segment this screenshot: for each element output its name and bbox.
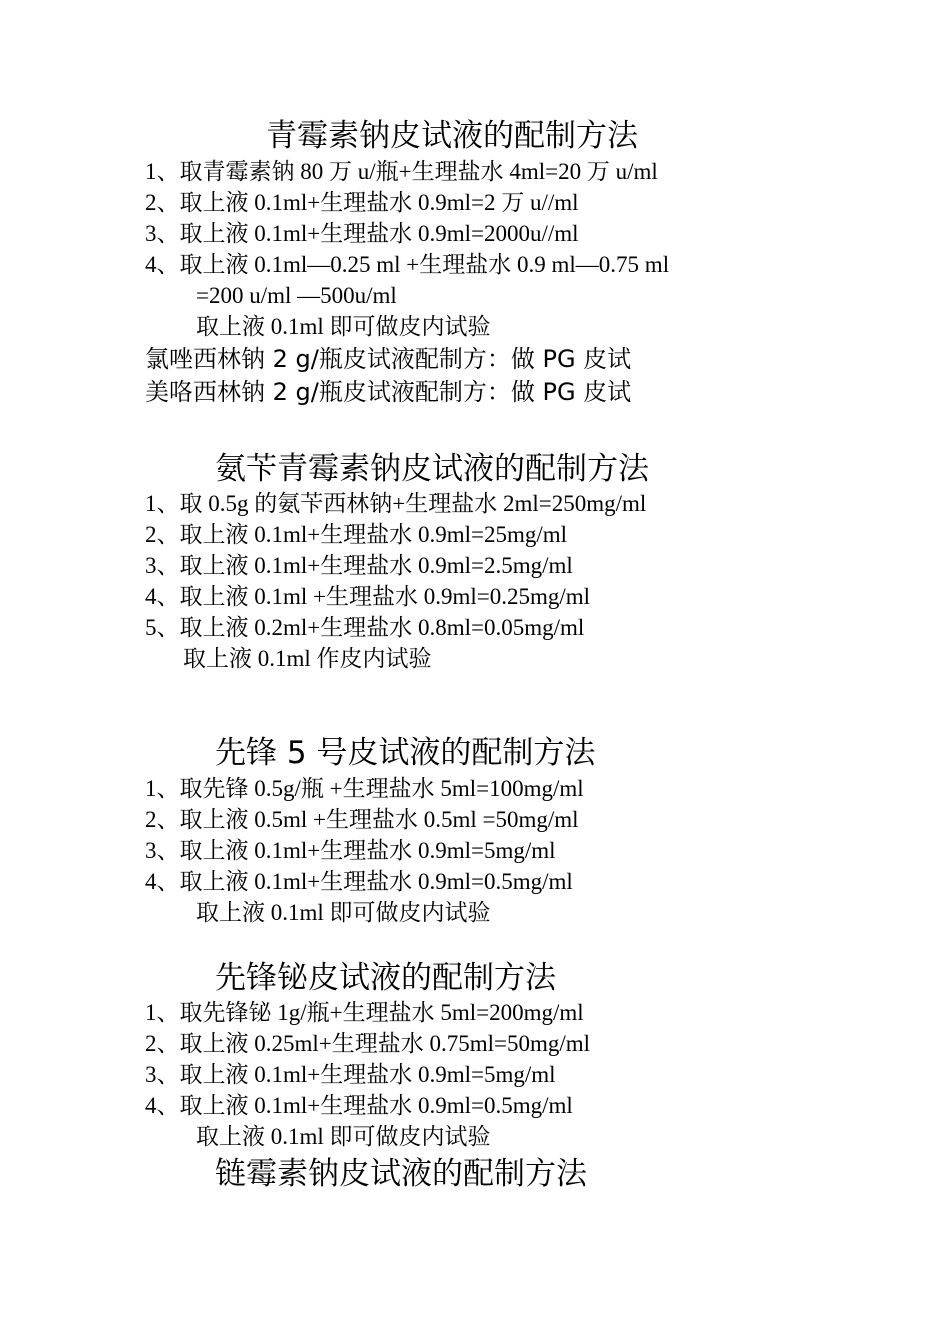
step-line: 2、取上液 0.1ml+生理盐水 0.9ml=25mg/ml (145, 522, 568, 547)
section-title: 先锋铋皮试液的配制方法 (215, 960, 556, 996)
note-line: 氯唑西林钠 2 g/瓶皮试液配制方：做 PG 皮试 (145, 345, 632, 373)
step-line: 1、取青霉素钠 80 万 u/瓶+生理盐水 4ml=20 万 u/ml (145, 159, 658, 184)
step-line: 1、取先锋铋 1g/瓶+生理盐水 5ml=200mg/ml (145, 1000, 584, 1025)
note-line: 美咯西林钠 2 g/瓶皮试液配制方：做 PG 皮试 (145, 378, 632, 406)
step-line: 3、取上液 0.1ml+生理盐水 0.9ml=5mg/ml (145, 1062, 556, 1087)
test-instruction: 取上液 0.1ml 即可做皮内试验 (196, 314, 491, 339)
section-title: 氨苄青霉素钠皮试液的配制方法 (215, 451, 649, 487)
step-line: 2、取上液 0.1ml+生理盐水 0.9ml=2 万 u//ml (145, 190, 579, 215)
section-title: 先锋 5 号皮试液的配制方法 (215, 735, 596, 771)
step-line: 5、取上液 0.2ml+生理盐水 0.8ml=0.05mg/ml (145, 615, 585, 640)
step-line: 2、取上液 0.5ml +生理盐水 0.5ml =50mg/ml (145, 807, 579, 832)
step-line: 4、取上液 0.1ml+生理盐水 0.9ml=0.5mg/ml (145, 1093, 573, 1118)
step-line: 3、取上液 0.1ml+生理盐水 0.9ml=5mg/ml (145, 838, 556, 863)
section-title: 青霉素钠皮试液的配制方法 (266, 118, 638, 154)
test-instruction: 取上液 0.1ml 即可做皮内试验 (196, 1124, 491, 1149)
step-line: 3、取上液 0.1ml+生理盐水 0.9ml=2.5mg/ml (145, 553, 573, 578)
test-instruction: 取上液 0.1ml 作皮内试验 (183, 646, 432, 671)
test-instruction: 取上液 0.1ml 即可做皮内试验 (196, 900, 491, 925)
step-line-continuation: =200 u/ml —500u/ml (196, 283, 397, 308)
step-line: 1、取 0.5g 的氨苄西林钠+生理盐水 2ml=250mg/ml (145, 491, 647, 516)
step-line: 4、取上液 0.1ml+生理盐水 0.9ml=0.5mg/ml (145, 869, 573, 894)
step-line: 4、取上液 0.1ml +生理盐水 0.9ml=0.25mg/ml (145, 584, 591, 609)
step-line: 4、取上液 0.1ml—0.25 ml +生理盐水 0.9 ml—0.75 ml (145, 252, 670, 277)
step-line: 2、取上液 0.25ml+生理盐水 0.75ml=50mg/ml (145, 1031, 591, 1056)
section-title: 链霉素钠皮试液的配制方法 (215, 1156, 587, 1192)
step-line: 1、取先锋 0.5g/瓶 +生理盐水 5ml=100mg/ml (145, 776, 584, 801)
step-line: 3、取上液 0.1ml+生理盐水 0.9ml=2000u//ml (145, 221, 579, 246)
